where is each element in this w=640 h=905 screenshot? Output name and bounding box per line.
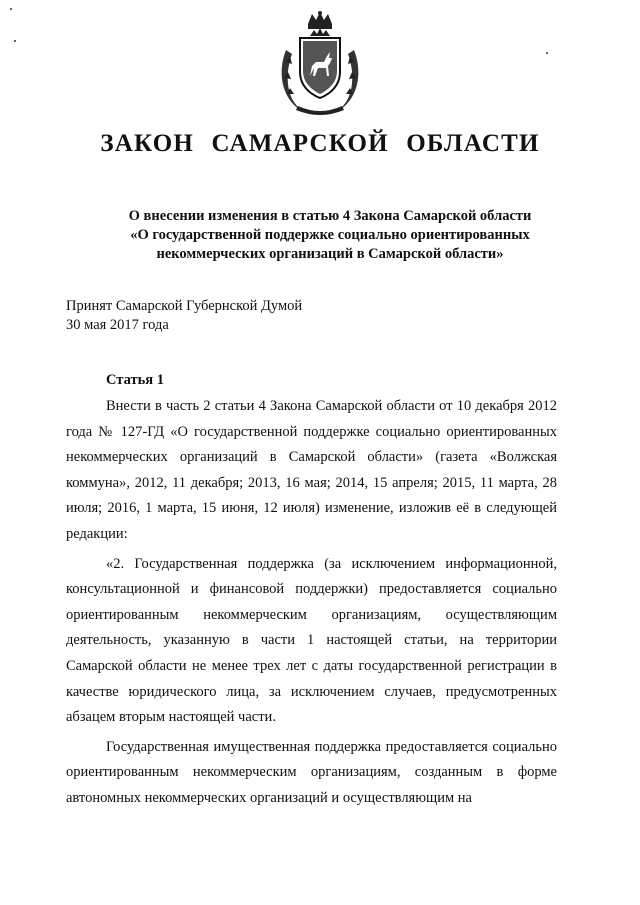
scan-speck <box>10 8 12 10</box>
law-subtitle <box>80 207 580 264</box>
adopted-by: Принят Самарской Губернской Думой <box>66 298 303 314</box>
article-body <box>66 394 557 816</box>
paragraph: Внести в часть 2 статьи 4 Закона Самарской области от 10 декабря 2012 года № 127-ГД «О государственной поддержке социально ориентированных некоммерческих организаций в Самарской области» (газета «Волжская коммуна», 2012, 11 декабря; 2013, 16 мая; 2014, 15 апреля; 2015, 11 марта, 28 июля; 2016, 1 марта, 15 июня, 12 июля) изменение, изложив её в следующей редакции: <box>66 398 557 542</box>
paragraph: «2. Государственная поддержка (за исключением информационной, консультационной и финансовой поддержки) предоставляется социально ориентированным некоммерческим организациям, осуществляющим деятельность, указанную в части 1 настоящей статьи, на территории Самарской области не менее трех лет с даты государственной регистрации в качестве юридического лица, за исключением случаев, предусмотренных абзацем вторым настоящей части. <box>66 555 557 726</box>
scan-speck <box>546 52 548 54</box>
paragraph: Государственная имущественная поддержка предоставляется социально ориентированным некоммерческим организациям, созданным в форме автономных некоммерческих организаций и осуществляющим на <box>66 738 557 806</box>
law-title: ЗАКОН САМАРСКОЙ ОБЛАСТИ <box>100 130 540 157</box>
adoption-date: 30 мая 2017 года <box>66 317 169 333</box>
scan-speck <box>14 40 16 42</box>
subtitle-line: некоммерческих организаций в Самарской области» <box>156 246 504 262</box>
samara-coat-of-arms-icon <box>272 10 368 118</box>
adoption-info <box>66 297 302 335</box>
subtitle-line: О внесении изменения в статью 4 Закона Самарской области <box>128 208 532 224</box>
article-heading: Статья 1 <box>106 372 164 388</box>
subtitle-line: «О государственной поддержке социально ориентированных <box>130 227 530 243</box>
